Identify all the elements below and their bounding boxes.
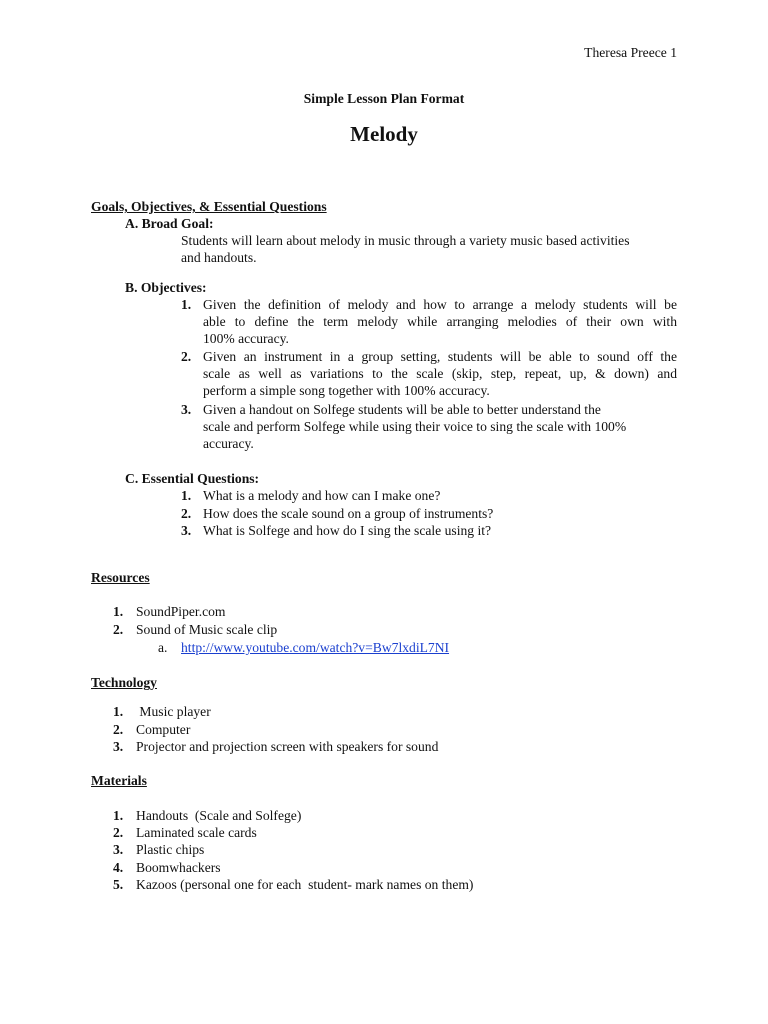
objective-text: Given the definition of melody and how to arrange a melody students will be able to define the term melody while arranging melodies of their own with 100% accuracy. <box>203 297 677 346</box>
resource-number: 1. <box>113 604 124 619</box>
material-number: 1. <box>113 808 124 823</box>
section-heading-resources: Resources <box>91 570 150 585</box>
material-number: 3. <box>113 842 124 857</box>
resource-number: 2. <box>113 622 124 637</box>
section-heading-goals: Goals, Objectives, & Essential Questions <box>91 199 327 214</box>
question-text: What is Solfege and how do I sing the scale using it? <box>203 523 492 538</box>
document-subtitle: Simple Lesson Plan Format <box>303 91 465 106</box>
document-title: Melody <box>350 122 418 146</box>
question-text: What is a melody and how can I make one? <box>203 488 441 503</box>
resource-text: SoundPiper.com <box>136 604 226 619</box>
section-heading-technology: Technology <box>91 675 157 690</box>
resource-text: Sound of Music scale clip <box>136 622 278 637</box>
question-text: How does the scale sound on a group of instruments? <box>203 506 494 521</box>
youtube-link[interactable]: http://www.youtube.com/watch?v=Bw7lxdiL7NI <box>181 640 450 655</box>
objective-text: Given an instrument in a group setting, students will be able to sound off the scale as well as variations to the scale (skip, step, repeat, up, & down) and perform a simple song together with 100% accuracy. <box>203 349 677 398</box>
question-number: 1. <box>181 488 192 503</box>
material-number: 2. <box>113 825 124 840</box>
objectives-label: B. Objectives: <box>125 280 207 295</box>
objective-number: 2. <box>181 349 192 364</box>
material-number: 4. <box>113 860 124 875</box>
question-number: 2. <box>181 506 192 521</box>
resource-sub-letter: a. <box>158 640 168 655</box>
material-text: Plastic chips <box>136 842 205 857</box>
technology-number: 3. <box>113 739 124 754</box>
material-text: Handouts (Scale and Solfege) <box>136 808 302 823</box>
essential-questions-label: C. Essential Questions: <box>125 471 260 486</box>
technology-text: Projector and projection screen with speakers for sound <box>136 739 439 754</box>
material-text: Laminated scale cards <box>136 825 257 840</box>
broad-goal-text: Students will learn about melody in music through a variety music based activities <box>181 233 630 248</box>
section-heading-materials: Materials <box>91 773 147 788</box>
objective-number: 3. <box>181 402 192 417</box>
material-text: Boomwhackers <box>136 860 221 875</box>
question-number: 3. <box>181 523 192 538</box>
objective-text: Given a handout on Solfege students will be able to better understand the scale and perform Solfege while using their voice to sing the scale with 100% accuracy. <box>203 402 627 451</box>
broad-goal-label: A. Broad Goal: <box>125 216 214 231</box>
technology-number: 1. <box>113 704 124 719</box>
technology-number: 2. <box>113 722 124 737</box>
broad-goal-text: and handouts. <box>181 250 257 265</box>
material-number: 5. <box>113 877 124 892</box>
objective-number: 1. <box>181 297 192 312</box>
technology-text: Computer <box>136 722 191 737</box>
technology-text: Music player <box>136 704 211 719</box>
material-text: Kazoos (personal one for each student- mark names on them) <box>136 877 474 892</box>
page-header-author: Theresa Preece 1 <box>584 45 677 60</box>
